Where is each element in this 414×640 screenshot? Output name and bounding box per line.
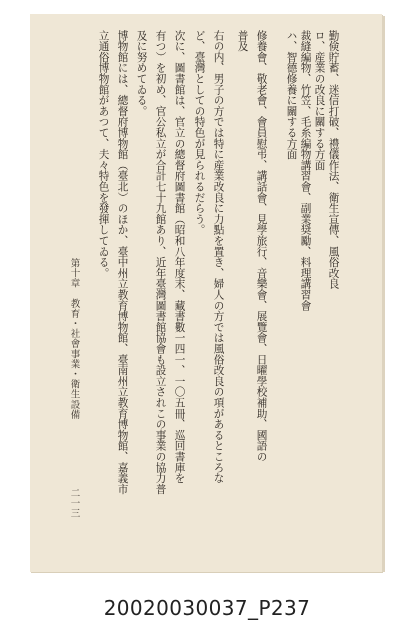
archive-id-caption: 20020030037_P237 (103, 596, 311, 620)
text-line: 及に努めてゐる。 (135, 30, 148, 117)
text-line: 修養會、敬老會、會員慰弔、講話會、見學旅行、音樂會、展覽會、日曜學校補助、國語の (255, 30, 268, 462)
text-line: ど、臺灣としての特色が見られるだらう。 (193, 30, 206, 236)
page-number: 二一三 (68, 488, 80, 519)
text-line: 有つ）を初め、官公私立が合計七十九館あり、近年臺灣圖書館協會も設立されこの事業の協力普 (154, 30, 167, 495)
text-line: 博物館には、總督府博物館（臺北）のほか、臺中州立教育博物館、臺南州立教育博物館、嘉義市 (116, 30, 129, 495)
text-line: 勤倹貯蓄、迷信打破、禮儀作法、衛生宣傳、風俗改良 (327, 30, 340, 290)
text-line: ハ、智德修養に關する方面 (285, 30, 298, 160)
chapter-heading: 第十章 教育・社會事業・衛生設備 (68, 258, 80, 420)
text-line: 裁縫編物、竹笠、毛糸編物講習會、副業奨勵、料理講習會 (299, 30, 312, 311)
page-edge (382, 16, 385, 572)
text-line: 次に、圖書館は、官立の總督府圖書館（昭和八年度末、藏書數一四一、一〇五冊、巡回書庫を (173, 30, 186, 484)
text-line: ロ、産業の改良に關する方面 (313, 30, 326, 171)
text-line: 右の内、男子の方では特に産業改良に力點を置き、婦人の方では風俗改良の項があるところな (212, 30, 225, 484)
text-line: 立通俗博物館があつて、夫々特色を發揮してゐる。 (97, 30, 110, 279)
text-line: 普及 (236, 30, 249, 52)
